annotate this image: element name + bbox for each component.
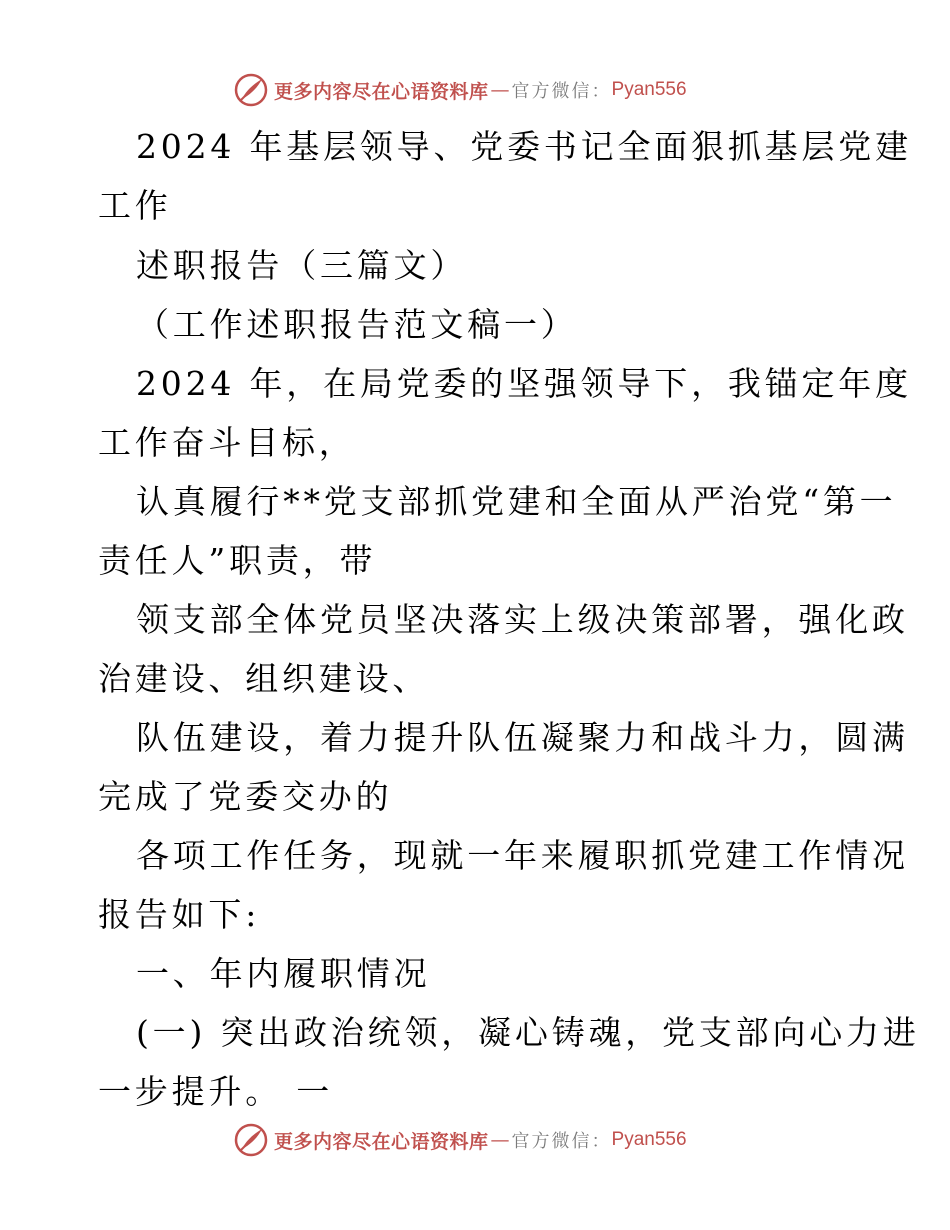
watermark-wechat-label: 官方微信： <box>511 81 612 102</box>
paragraph-line: 各项工作任务，现就一年来履职抓党建工作情况 <box>136 836 909 875</box>
paragraph-line: 队伍建设，着力提升队伍凝聚力和战斗力，圆满 <box>136 718 909 757</box>
paragraph-line: 治建设、组织建设、 <box>98 659 430 698</box>
watermark-wechat-id: Pyan556 <box>611 1129 687 1150</box>
paragraph-line: 责任人”职责，带 <box>98 541 377 580</box>
header-watermark <box>234 72 687 108</box>
watermark-brand-text: 更多内容尽在心语资料库 <box>274 80 489 103</box>
paragraph-line: 工作奋斗目标， <box>98 423 356 462</box>
title-line-1: 2024 年基层领导、党委书记全面狠抓基层党建 <box>136 127 912 166</box>
title-line-2: 工作 <box>98 186 172 225</box>
watermark-wechat-label: 官方微信： <box>511 1131 612 1152</box>
quill-pen-logo-icon <box>234 73 268 107</box>
section-heading: （工作述职报告范文稿一） <box>136 305 578 344</box>
subtitle-line: 述职报告（三篇文） <box>136 246 468 285</box>
watermark-brand-text: 更多内容尽在心语资料库 <box>274 1130 489 1153</box>
paragraph-line: 一步提升。 一 <box>98 1072 334 1111</box>
paragraph-line: 报告如下: <box>98 895 261 934</box>
subsection-heading: (一) 突出政治统领，凝心铸魂，党支部向心力进 <box>136 1013 920 1052</box>
section-heading-1: 一、年内履职情况 <box>136 954 431 993</box>
watermark-dash: — <box>490 1129 510 1151</box>
watermark-dash: — <box>490 79 510 101</box>
paragraph-line: 完成了党委交办的 <box>98 777 393 816</box>
quill-pen-logo-icon <box>234 1123 268 1157</box>
paragraph-line: 领支部全体党员坚决落实上级决策部署，强化政 <box>136 600 909 639</box>
watermark-wechat-id: Pyan556 <box>611 79 687 100</box>
paragraph-line: 认真履行**党支部抓党建和全面从严治党“第一 <box>136 482 897 521</box>
footer-watermark <box>234 1122 687 1158</box>
paragraph-line: 2024 年，在局党委的坚强领导下，我锚定年度 <box>136 364 912 403</box>
